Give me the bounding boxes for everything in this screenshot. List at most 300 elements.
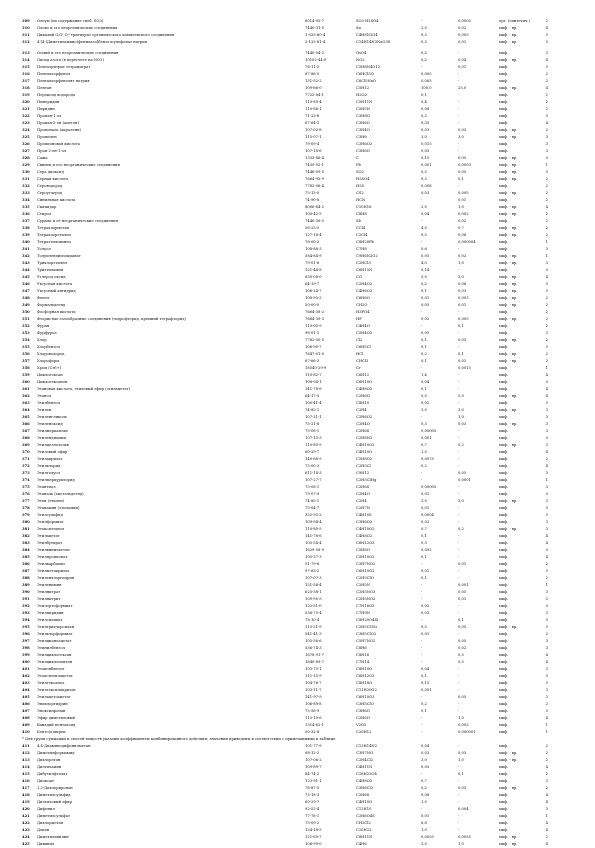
substance-name: Декан	[37, 828, 50, 832]
row-number: 309	[22, 19, 30, 23]
hazard-class: 3	[545, 618, 548, 622]
table-row	[0, 470, 595, 477]
table-row	[0, 344, 595, 351]
chemical-formula: C	[356, 156, 359, 160]
substance-name: Этен (этилен)	[37, 499, 65, 503]
cas-number: 75-04-7	[305, 506, 320, 510]
table-row	[0, 211, 595, 218]
substance-name: Эпихлоргидрин	[37, 702, 68, 706]
cas-number: 584-84-9	[305, 254, 322, 258]
substance-name: Этилтрихлорсилан	[37, 625, 75, 629]
substance-name: Этиленгликоль	[37, 415, 67, 419]
max-single-concentration: 0,04	[421, 380, 430, 384]
daily-average-concentration: -	[458, 485, 460, 489]
table-row	[0, 386, 595, 393]
table-row	[0, 680, 595, 687]
row-number: 407	[22, 709, 30, 713]
cas-number: 121-69-7	[305, 835, 322, 839]
row-number: 331	[22, 177, 30, 181]
substance-name: Диэтиловый эфир	[37, 800, 72, 804]
table-row	[0, 414, 595, 421]
max-single-concentration: -	[421, 415, 423, 419]
max-single-concentration: 0,01	[421, 506, 430, 510]
daily-average-concentration: 0,0015	[458, 366, 471, 370]
max-single-concentration: 0,01	[421, 492, 430, 496]
substance-name: Диметиланилин	[37, 835, 69, 839]
cas-number: 7440-04-2	[305, 51, 324, 55]
limiting-indicator: мкф.	[499, 646, 509, 650]
hazard-class: 3	[545, 527, 548, 531]
table-row	[0, 50, 595, 57]
cas-number: 56-23-5	[305, 226, 320, 230]
table-row	[0, 498, 595, 505]
max-single-concentration: 0,1	[421, 359, 427, 363]
table-row	[0, 190, 595, 197]
cas-number: 110-80-5	[305, 527, 322, 531]
table-row	[0, 39, 595, 50]
hazard-class: 3	[545, 282, 548, 286]
limiting-indicator: мкф.	[499, 695, 509, 699]
hazard-class: 3	[545, 639, 548, 643]
chemical-formula: C10H16	[356, 205, 372, 209]
max-single-concentration: 0,3	[421, 422, 427, 426]
daily-average-concentration: 0,01	[458, 303, 467, 307]
daily-average-concentration: 0,02	[458, 26, 467, 30]
cas-number: 7439-92-1	[305, 163, 324, 167]
hazard-class: 4	[545, 716, 548, 720]
chemical-formula: SO3·H2SO4	[356, 19, 379, 23]
substance-name: Этантиол	[37, 485, 56, 489]
substance-name: Эпоксипропан	[37, 709, 66, 713]
table-row	[0, 512, 595, 519]
row-number: 388	[22, 576, 30, 580]
daily-average-concentration: 0,03	[458, 751, 467, 755]
hazard-class: 2	[545, 758, 548, 762]
limiting-indicator: мкф.	[499, 639, 509, 643]
max-single-concentration: 0,04	[421, 212, 430, 216]
daily-average-concentration: -	[458, 184, 460, 188]
daily-average-concentration: 0,0003	[458, 163, 471, 167]
cas-number: 106-89-8	[305, 702, 322, 706]
table-row	[0, 624, 595, 631]
max-single-concentration: 0,02	[421, 401, 430, 405]
limiting-indicator: мкф.	[499, 471, 509, 475]
max-single-concentration: 0,05	[421, 331, 430, 335]
substance-name: Этиленхлоргидрин	[37, 576, 75, 580]
cas-number: 75-08-1	[305, 429, 320, 433]
max-single-concentration: -	[421, 646, 423, 650]
cas-number: 141-78-6	[305, 387, 322, 391]
limiting-indicator: мкф.	[499, 51, 509, 55]
cas-number: 78-87-5	[305, 786, 320, 790]
cas-number: 115-21-9	[305, 625, 322, 629]
substance-name: Этилметакрилат	[37, 569, 70, 573]
daily-average-concentration: 0,05	[458, 170, 467, 174]
max-single-concentration: 0,0055	[421, 835, 434, 839]
substance-name: Свинец и его неорганические соединения	[37, 163, 120, 167]
cas-number: 122-51-0	[305, 604, 322, 608]
row-number: 390	[22, 590, 30, 594]
hazard-class: 3	[545, 513, 548, 517]
row-number: 335	[22, 205, 30, 209]
daily-average-concentration: -	[458, 450, 460, 454]
row-number: 372	[22, 464, 30, 468]
table-row	[0, 302, 595, 309]
chemical-formula: C5H10O2	[356, 555, 375, 559]
chemical-formula: H2O2	[356, 93, 367, 97]
table-row	[0, 638, 595, 645]
chemical-formula: C7H16O3	[356, 604, 375, 608]
chemical-formula: Cl2	[356, 338, 363, 342]
row-number: 375	[22, 485, 30, 489]
cas-number: 1-025-60-4	[305, 33, 326, 37]
substance-name: Этилбензол	[37, 401, 61, 405]
max-single-concentration: 4,0	[421, 226, 427, 230]
substance-name: Сероводород	[37, 184, 63, 188]
table-row	[0, 673, 595, 680]
substance-name: Оксид азота (в пересчете на NO2)	[37, 58, 104, 62]
daily-average-concentration: -	[458, 401, 460, 405]
cas-number: 7782-50-5	[305, 338, 324, 342]
row-number: 360	[22, 380, 30, 384]
row-number: 351	[22, 317, 30, 321]
max-single-concentration: 0,04	[421, 667, 430, 671]
substance-name: Циклогексан	[37, 373, 63, 377]
substance-name: Этилнитрит	[37, 597, 61, 601]
hazard-class: 3	[545, 261, 548, 265]
substance-name: 4,4-Диаминодифенилметан	[37, 744, 91, 748]
table-row	[0, 92, 595, 99]
chemical-formula: C3H8O	[356, 114, 370, 118]
chemical-formula: C2H4	[356, 408, 367, 412]
limiting-indicator: мкф.	[499, 660, 509, 664]
max-single-concentration: 0,4	[421, 100, 427, 104]
table-row	[0, 820, 595, 827]
daily-average-concentration: -	[458, 436, 460, 440]
substance-name: Этилхлорид	[37, 464, 61, 468]
row-number: 362	[22, 394, 30, 398]
daily-average-concentration: 0,03	[458, 359, 467, 363]
limiting-indicator: мкф.	[499, 366, 509, 370]
hazard-class: 2	[545, 72, 548, 76]
daily-average-concentration: 0,03	[458, 786, 467, 790]
row-number: 317	[22, 79, 30, 83]
cas-number: 60-29-7	[305, 450, 320, 454]
table-row	[0, 106, 595, 113]
chemical-formula: C16H22O4	[356, 772, 377, 776]
row-number: 411	[22, 744, 30, 748]
hazard-class: 2	[545, 93, 548, 97]
table-row	[0, 141, 595, 148]
substance-name: Этилацетоацетат	[37, 695, 71, 699]
substance-name: Олово и его неорганические соединения	[37, 26, 118, 30]
substance-name: Этаналь (ацетальдегид)	[37, 492, 84, 496]
cas-number: 108-90-7	[305, 345, 322, 349]
cas-number: 541-41-3	[305, 632, 322, 636]
cas-number: 110-00-9	[305, 324, 322, 328]
limiting-indicator: мкф.	[499, 709, 509, 713]
limiting-indicator: мкф.	[499, 772, 509, 776]
table-row	[0, 659, 595, 666]
cas-number: 7664-38-2	[305, 310, 324, 314]
table-row	[0, 449, 595, 456]
cas-number: 141-78-6	[305, 534, 322, 538]
limiting-indicator: мкф.	[499, 436, 509, 440]
cas-number: 115-10-6	[305, 716, 322, 720]
limiting-indicator: мкф. - вр.	[499, 422, 518, 426]
hazard-class: 3	[545, 135, 548, 139]
substance-name: Сурьма и её неорганические соединения	[37, 219, 118, 223]
daily-average-concentration: -	[458, 548, 460, 552]
max-single-concentration: 0,1	[421, 93, 427, 97]
hazard-class: 1	[545, 163, 548, 167]
row-number: 376	[22, 492, 30, 496]
substance-name: Этилтолуол	[37, 471, 60, 475]
limiting-indicator: мкф.	[499, 324, 509, 328]
daily-average-concentration: 0,005	[458, 33, 469, 37]
limiting-indicator: мкф.	[499, 380, 509, 384]
daily-average-concentration: 0,06	[458, 233, 467, 237]
substance-name: Диметилсульфат	[37, 814, 71, 818]
row-number: 389	[22, 583, 30, 587]
table-row	[0, 64, 595, 71]
table-row	[0, 743, 595, 750]
chemical-formula: C6H10O	[356, 380, 373, 384]
hazard-class: 2	[545, 352, 548, 356]
limiting-indicator: мкф.	[499, 142, 509, 146]
substance-name: Этилнитрат	[37, 590, 61, 594]
table-row	[0, 715, 595, 722]
chemical-formula: C11H20O2	[356, 688, 377, 692]
limiting-indicator: мкф.	[499, 464, 509, 468]
cas-number: 2-125-81-4	[305, 40, 326, 44]
cas-number: 87-86-5	[305, 72, 320, 76]
substance-name: Серная кислота	[37, 177, 69, 181]
row-number: 386	[22, 562, 30, 566]
chemical-formula: C2Cl4	[356, 233, 368, 237]
row-number: 377	[22, 499, 30, 503]
chemical-formula: C8H16	[356, 653, 370, 657]
limiting-indicator: мкф.	[499, 387, 509, 391]
max-single-concentration: -	[421, 240, 423, 244]
chemical-formula: C2H5ClO	[356, 576, 374, 580]
substance-name: Пропан-2-он (ацетон)	[37, 121, 79, 125]
row-number: 356	[22, 352, 30, 356]
substance-name: Проп-2-ен-1-ол	[37, 149, 67, 153]
row-number: 406	[22, 702, 30, 706]
cas-number: 105-37-3	[305, 555, 322, 559]
cas-number: 7664-93-9	[305, 177, 324, 181]
limiting-indicator: мкф.	[499, 702, 509, 706]
daily-average-concentration: -	[458, 674, 460, 678]
row-number: 329	[22, 163, 30, 167]
row-number: 380	[22, 520, 30, 524]
hazard-class: 2	[545, 303, 548, 307]
hazard-class: 3	[545, 492, 548, 496]
cas-number: 78-10-4	[305, 618, 320, 622]
table-row	[0, 225, 595, 232]
row-number: 318	[22, 86, 30, 90]
max-single-concentration: 0,08	[421, 793, 430, 797]
daily-average-concentration: 0,01	[458, 597, 467, 601]
limiting-indicator: мкф.	[499, 548, 509, 552]
limiting-indicator: мкф.	[499, 331, 509, 335]
substance-name: Этилвинилкетон	[37, 548, 70, 552]
table-row	[0, 120, 595, 127]
table-row	[0, 701, 595, 708]
hazard-class: 2	[545, 772, 548, 776]
substance-name: Эфир диметиловый	[37, 716, 76, 720]
chemical-formula: C12H10	[356, 807, 372, 811]
cas-number: 79-09-4	[305, 142, 320, 146]
daily-average-concentration: -	[458, 51, 460, 55]
table-row	[0, 351, 595, 358]
row-number: 387	[22, 569, 30, 573]
max-single-concentration: 0,001	[421, 163, 432, 167]
cas-number: 103-73-1	[305, 667, 322, 671]
limiting-indicator: мкф. - вр.	[499, 26, 518, 30]
row-number: 315	[22, 65, 30, 69]
limiting-indicator: мкф. - вр.	[499, 254, 518, 258]
hazard-class: 4	[545, 821, 548, 825]
cas-number: 101-77-9	[305, 744, 322, 748]
row-number: 415	[22, 772, 30, 776]
max-single-concentration: -	[421, 590, 423, 594]
limiting-indicator: мкф. - вр.	[499, 156, 518, 160]
limiting-indicator: мкф.	[499, 597, 509, 601]
table-row	[0, 253, 595, 260]
max-single-concentration: 0,2	[421, 282, 427, 286]
row-number: 355	[22, 345, 30, 349]
substance-name: Этилен	[37, 408, 52, 412]
limiting-indicator: мкф.	[499, 723, 509, 727]
substance-name: Диметилформамид	[37, 751, 75, 755]
hazard-class: 3	[545, 142, 548, 146]
chemical-formula: HF	[356, 317, 362, 321]
limiting-indicator: мкф.	[499, 562, 509, 566]
substance-name: Этинилбензол	[37, 646, 66, 650]
max-single-concentration: 0,7	[421, 779, 427, 783]
row-number: 383	[22, 541, 30, 545]
hazard-class: 3	[545, 625, 548, 629]
table-row	[0, 729, 595, 736]
limiting-indicator: мкф.	[499, 576, 509, 580]
table-row	[0, 162, 595, 169]
table-row	[0, 372, 595, 379]
hazard-class: 3	[545, 51, 548, 55]
daily-average-concentration: -	[458, 345, 460, 349]
chemical-formula: C6H5Cl	[356, 345, 371, 349]
daily-average-concentration: -	[458, 828, 460, 832]
row-number: 312	[22, 40, 30, 44]
hazard-class: 2	[545, 786, 548, 790]
cas-number: 105-56-6	[305, 639, 322, 643]
substance-name: Хром (Cr6+)	[37, 366, 62, 370]
max-single-concentration: -	[421, 695, 423, 699]
daily-average-concentration: 5,0	[458, 394, 464, 398]
row-number: 393	[22, 611, 30, 615]
row-number: 324	[22, 128, 30, 132]
chemical-formula: C8H11N	[356, 835, 373, 839]
chemical-formula: C8H10O	[356, 667, 373, 671]
limiting-indicator: мкф. - вр.	[499, 835, 518, 839]
row-number: 352	[22, 324, 30, 328]
chemical-formula: C8H18O	[356, 681, 373, 685]
row-number: 378	[22, 506, 30, 510]
hazard-class: 3	[545, 408, 548, 412]
daily-average-concentration: -	[458, 709, 460, 713]
substance-name: Дибутилфталат	[37, 772, 68, 776]
substance-name: Пентахлорфенолят натрия	[37, 79, 90, 83]
hazard-class: 2	[545, 79, 548, 83]
limiting-indicator: мкф.	[499, 79, 509, 83]
hazard-class: 3	[545, 506, 548, 510]
row-number: 349	[22, 303, 30, 307]
hazard-class: 3	[545, 667, 548, 671]
limiting-indicator: мкф.	[499, 674, 509, 678]
table-row	[0, 365, 595, 372]
chemical-formula: C6H10O2	[356, 569, 375, 573]
hazard-class: 3	[545, 345, 548, 349]
daily-average-concentration: 0,1	[458, 177, 464, 181]
table-row	[0, 232, 595, 239]
cas-number: 107-27-7	[305, 478, 322, 482]
chemical-formula: C2H4Cl2	[356, 758, 374, 762]
cas-number: 108-88-3	[305, 247, 322, 251]
table-row	[0, 421, 595, 428]
substance-name: Этилсульфид	[37, 513, 63, 517]
hazard-class: 3	[545, 40, 548, 44]
substance-name: Этилформиат	[37, 520, 64, 524]
daily-average-concentration: -	[458, 541, 460, 545]
max-single-concentration: 0,05	[421, 303, 430, 307]
substance-name: Этиленимин	[37, 583, 62, 587]
max-single-concentration: -	[421, 660, 423, 664]
row-number: 423	[22, 828, 30, 832]
limiting-indicator: мкф. - вр.	[499, 625, 518, 629]
chemical-formula: C4H8O2	[356, 534, 373, 538]
daily-average-concentration: 0,000004	[458, 240, 476, 244]
max-single-concentration: 5,0	[421, 394, 427, 398]
table-row	[0, 491, 595, 498]
row-number: 334	[22, 198, 30, 202]
daily-average-concentration: -	[458, 779, 460, 783]
substance-name: Сероуглерод	[37, 191, 63, 195]
substance-name: Этановая кислота, этиловый эфир (этилацетат)	[37, 387, 131, 391]
substance-name: Скипидар	[37, 205, 57, 209]
substance-name: 4-[4-(Диметиламино)фенилазо]бензолсульфонат натрия	[37, 39, 148, 44]
table-row	[0, 589, 595, 596]
table-row	[0, 407, 595, 414]
daily-average-concentration: -	[458, 247, 460, 251]
substance-name: Этилсиликат	[37, 618, 63, 622]
daily-average-concentration: 0,02	[458, 254, 467, 258]
table-row	[0, 568, 595, 575]
row-number: 365	[22, 415, 30, 419]
limiting-indicator: мкф. - вр.	[499, 177, 518, 181]
row-number: 401	[22, 667, 30, 671]
chemical-formula: C2H5NO2	[356, 597, 376, 601]
row-number: 370	[22, 450, 30, 454]
substance-name: Пентаэритрит тетранитрат	[37, 65, 91, 69]
table-row	[0, 288, 595, 295]
limiting-indicator: мкф. - вр.	[499, 170, 518, 174]
row-number: 414	[22, 765, 30, 769]
max-single-concentration: 0,1	[421, 709, 427, 713]
max-single-concentration: 0,1	[421, 289, 427, 293]
chemical-formula: C2H4	[356, 499, 367, 503]
substance-name: Этилгексанол	[37, 681, 65, 685]
